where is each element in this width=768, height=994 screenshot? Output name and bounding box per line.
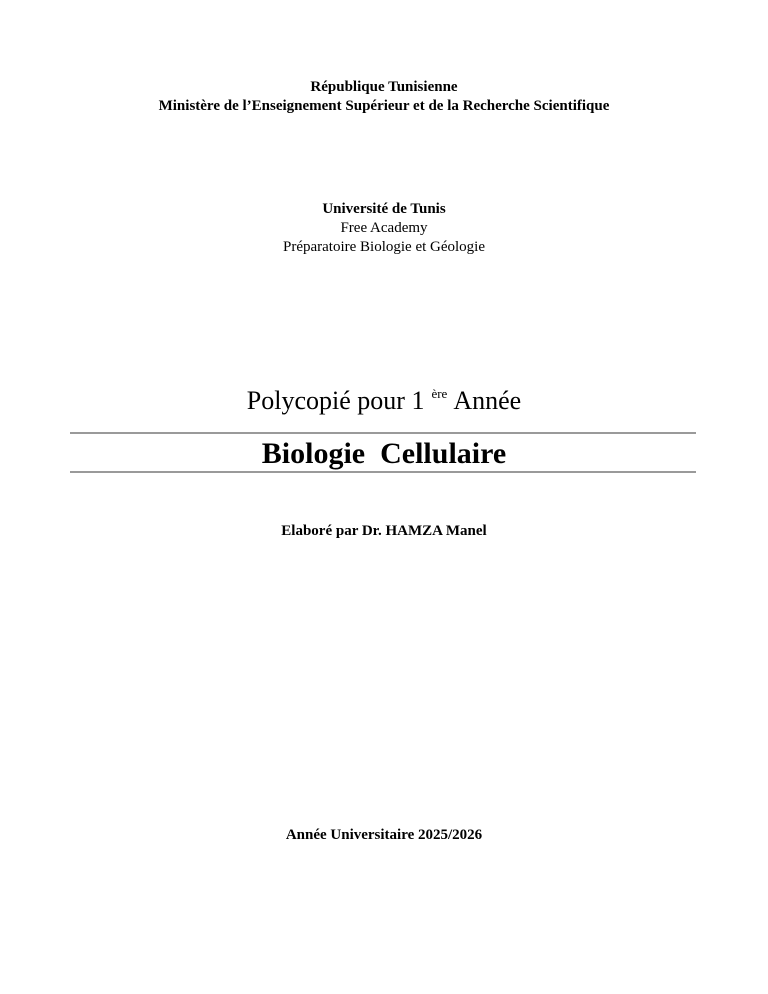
academic-year: Année Universitaire 2025/2026 [285, 827, 483, 843]
document-header [0, 78, 768, 116]
ministry-name: Ministère de l’Enseignement Supérieur et de la Recherche Scientifique [158, 98, 610, 114]
author-line: Elaboré par Dr. HAMZA Manel [281, 523, 487, 539]
academy-name: Free Academy [340, 220, 428, 236]
institution-block [0, 200, 768, 257]
subtitle-ordinal: ère [431, 386, 448, 401]
title-rule-top [70, 432, 696, 434]
university-name: Université de Tunis [322, 201, 446, 217]
program-name: Préparatoire Biologie et Géologie [282, 239, 486, 255]
country-name: République Tunisienne [310, 79, 458, 95]
subtitle-prefix: Polycopié pour 1 [246, 386, 425, 415]
document-title: Biologie Cellulaire [261, 437, 507, 470]
title-rule-bottom [70, 471, 696, 473]
cover-subtitle [0, 384, 768, 422]
subtitle-suffix: Année [453, 386, 522, 415]
